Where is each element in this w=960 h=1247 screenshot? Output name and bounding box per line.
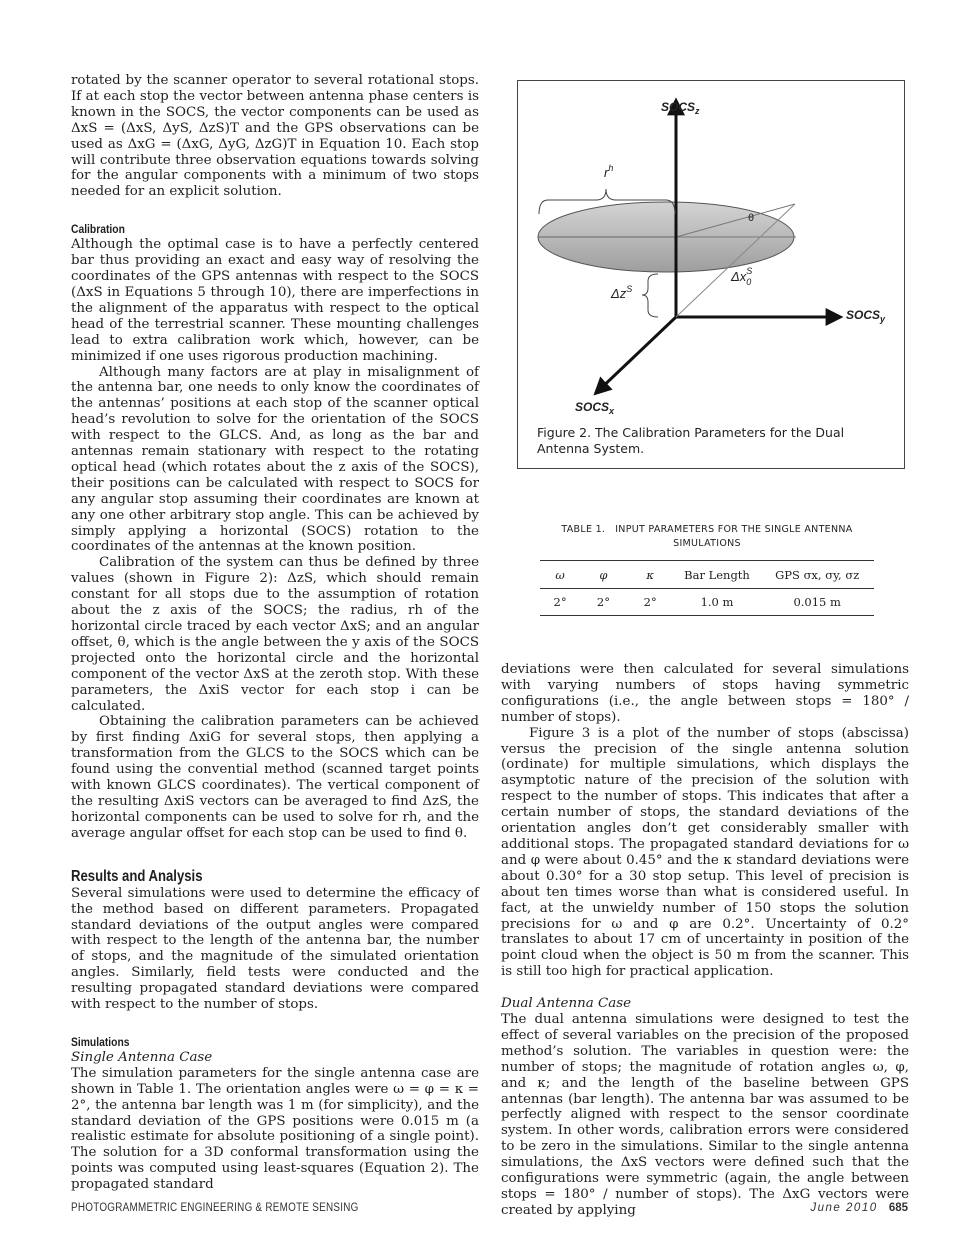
header-bar-length: Bar Length [684, 567, 750, 582]
left-column [71, 73, 479, 1193]
header-omega: ω [555, 567, 565, 582]
paragraph-results: Several simulations were used to determine the efficacy of the method based on different parameters. Propagated standard deviations of the output angles were compared with respect to the length of the antenna bar, the number of stops, and the magnitude of the simulated orientation angles. Similarly, field tests were conducted and the resulting propagated standard deviations were compared with respect to the number of stops. [71, 885, 479, 1013]
heading-dual-antenna-case: Dual Antenna Case [501, 996, 631, 1012]
right-column [501, 662, 909, 1219]
header-phi: φ [599, 567, 608, 582]
heading-results-and-analysis: Results and Analysis [71, 867, 203, 885]
paragraph-calibration-4: Obtaining the calibration parameters can be achieved by first finding ΔxiG for several stops, then applying a transformation from the GLCS to the SOCS which can be found using the convential method (scanned target points with known GLCS coordinates). The vertical component of the resulting ΔxiS vectors can be averaged to find ΔzS, the horizontal components can be used to solve for rh, and the average angular offset for each stop can be used to find θ. [71, 714, 479, 841]
label-dzs: $\Delta z^S$ [611, 284, 633, 301]
label-socs-z: $SOCS_z$ [661, 100, 700, 116]
table-caption [540, 523, 874, 551]
calibration-diagram [518, 81, 906, 470]
page-number: 685 [888, 1202, 908, 1214]
paragraph-intro: rotated by the scanner operator to several rotational stops. If at each stop the vector between antenna phase centers is known in the SOCS, the vector components can be used as ΔxS = (ΔxS, ΔyS, ΔzS)T and the GPS observations can be used as ΔxG = (ΔxG, ΔyG, ΔzG)T in Equation 10. Each stop will contribute three observation equations towards solving for the angular components with a minimum of two stops needed for an explicit solution. [71, 73, 479, 200]
header-kappa: κ [646, 567, 654, 582]
paragraph-calibration-3: Calibration of the system can thus be defined by three values (shown in Figure 2): ΔzS, which should remain constant for all stops due to the assumption of rotation about the z axis of the SOCS; the radius, rh of the horizontal circle traced by each vector ΔxS; and an angular offset, θ, which is the angle between the y axis of the SOCS projected onto the horizontal circle and the horizontal component of the vector ΔxS at the zeroth stop. With these parameters, the ΔxiS vector for each stop i can be calculated. [71, 555, 479, 714]
label-socs-y: $SOCS_y$ [846, 308, 886, 324]
heading-simulations: Simulations [71, 1034, 130, 1049]
paragraph-calibration-1: Although the optimal case is to have a perfectly centered bar thus providing an exact and easy way of resolving the coordinates of the GPS antennas with respect to the SOCS (ΔxS in Equations 5 through 10), there are imperfections in the alignment of the apparatus with respect to the optical head of the terrestrial scanner. These mounting challenges lead to extra calibration work which, however, can be minimized if one uses rigorous production machining. [71, 237, 479, 364]
socs-x-axis [596, 317, 676, 393]
table-caption-line2: SIMULATIONS [673, 538, 741, 549]
cell-omega: 2° [553, 595, 567, 609]
cell-bar-length: 1.0 m [700, 595, 734, 609]
cell-phi: 2° [596, 595, 610, 609]
paragraph-figure-3: Figure 3 is a plot of the number of stops (abscissa) versus the precision of the single antenna solution (ordinate) for multiple simulations, which displays the asymptotic nature of the precision of the solution with respect to the number of stops. This indicates that after a certain number of stops, the standard deviations of the orientation angles don’t get considerably smaller with additional stops. The propagated standard deviations for ω and φ were about 0.45° and the κ standard deviations were about 0.30° for a 30 stop setup. This level of precision is about ten times worse than what is considered useful. In fact, at the unwieldy number of 150 stops the solution precisions for ω and φ are 0.2°. Uncertainty of 0.2° translates to about 17 cm of uncertainty in position of the point cloud when the object is 50 m from the scanner. This is still too high for practical application. [501, 725, 909, 980]
table-caption-line1: TABLE 1. INPUT PARAMETERS FOR THE SINGLE ANTENNA [561, 524, 853, 535]
table-header-row [540, 561, 874, 589]
header-gps-sigma: GPS σx, σy, σz [775, 567, 860, 582]
label-dx0s: $\Delta x^S$ 0 [731, 266, 753, 287]
figure-2 [517, 80, 905, 469]
table-row [540, 589, 874, 616]
label-socs-x: $SOCS_x$ [575, 400, 615, 416]
paragraph-dual-antenna: The dual antenna simulations were designed to test the effect of several variables on the precision of the proposed method’s solution. The variables in question were: the number of stops; the magnitude of rotation angles ω, φ, and κ; and the length of the baseline between GPS antennas (bar length). The antenna bar was assumed to be perfectly aligned with respect to the sensor coordinate system. In other words, calibration errors were considered to be zero in the simulations. Similar to the single antenna simulations, the ΔxS vectors were defined such that the configurations were symmetric (again, the angle between stops = 180° / number of stops). The ΔxG vectors were created by applying [501, 1012, 909, 1218]
page-footer [810, 1202, 908, 1214]
paragraph-single-antenna: The simulation parameters for the single antenna case are shown in Table 1. The orientation angles were ω = φ = κ = 2°, the antenna bar length was 1 m (for simplicity), and the standard deviation of the GPS positions were 0.015 m (a realistic estimate for absolute positioning of a single point). The solution for a 3D conformal transformation using the points was computed using least-squares (Equation 2). The propagated standard [71, 1065, 479, 1193]
paragraph-deviations: deviations were then calculated for several simulations with varying numbers of stops having symmetric configurations (i.e., the angle between stops = 180° / number of stops). [501, 662, 909, 725]
cell-kappa: 2° [643, 595, 657, 609]
label-rh: $r^h$ [604, 163, 614, 180]
heading-single-antenna-case: Single Antenna Case [71, 1049, 213, 1065]
heading-calibration: Calibration [71, 222, 125, 237]
figure-caption: Figure 2. The Calibration Parameters for the Dual Antenna System. [537, 425, 845, 456]
cell-gps-sigma: 0.015 m [793, 595, 841, 609]
label-theta: θ [748, 213, 755, 224]
journal-name: PHOTOGRAMMETRIC ENGINEERING & REMOTE SENSING [71, 1202, 359, 1214]
issue-date: June 2010 [810, 1202, 878, 1214]
paragraph-calibration-2: Although many factors are at play in misalignment of the antenna bar, one needs to only know the coordinates of the antennas’ positions at each stop of the scanner optical head’s revolution to solve for the orientation of the SOCS with respect to the GLCS. And, as long as the bar and antennas remain stationary with respect to the rotating optical head (which rotates about the z axis of the SOCS), their positions can be calculated with respect to SOCS for any angular stop assuming their coordinates are known at any one other arbitrary stop angle. This can be achieved by simply applying a horizontal (SOCS) rotation to the coordinates of the antennas at the known position. [71, 364, 479, 555]
input-parameters-table [540, 560, 874, 616]
dz-bracket [642, 274, 658, 317]
